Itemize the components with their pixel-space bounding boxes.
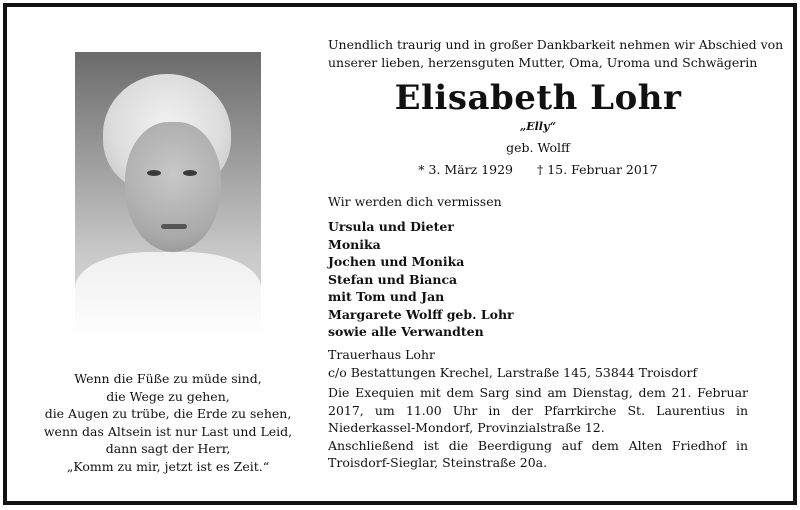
portrait-photo <box>75 52 261 342</box>
poem-line: die Wege zu gehen, <box>106 388 230 404</box>
intro-text <box>328 36 784 72</box>
miss-line: Wir werden dich vermissen <box>328 194 502 209</box>
portrait-eye-right <box>183 170 197 176</box>
intro-line: Unendlich traurig und in großer Dankbarkeit nehmen wir Abschied von <box>328 37 784 52</box>
service-paragraph: Anschließend ist die Beerdigung auf dem Alten Friedhof in Troisdorf-Sieglar, Steinstraße 20a. <box>328 437 748 470</box>
mourning-house-address <box>328 346 697 382</box>
mourner-entry: mit Tom und Jan <box>328 289 445 304</box>
life-dates <box>328 162 748 177</box>
mourner-entry: sowie alle Verwandten <box>328 324 484 339</box>
address-line: Trauerhaus Lohr <box>328 347 435 362</box>
mourner-entry: Jochen und Monika <box>328 254 465 269</box>
portrait-mouth <box>161 224 187 229</box>
mourner-entry: Ursula und Dieter <box>328 219 454 234</box>
service-details <box>328 384 748 472</box>
portrait-body <box>75 252 261 342</box>
address-line: c/o Bestattungen Krechel, Larstraße 145, 53844 Troisdorf <box>328 365 698 380</box>
portrait-eye-left <box>147 170 161 176</box>
poem-line: wenn das Altsein ist nur Last und Leid, <box>43 423 293 439</box>
intro-line: unserer lieben, herzensguten Mutter, Oma, Uroma und Schwägerin <box>328 55 758 70</box>
poem-line: „Komm zu mir, jetzt ist es Zeit.“ <box>66 458 270 474</box>
poem-line: Wenn die Füße zu müde sind, <box>74 371 262 386</box>
deceased-name: Elisabeth Lohr <box>394 78 682 118</box>
mourners-list <box>328 218 514 341</box>
birth-date: * 3. März 1929 <box>418 162 514 177</box>
poem-line: dann sagt der Herr, <box>105 441 231 456</box>
mourner-entry: Monika <box>328 236 381 252</box>
mourner-entry: Margarete Wolff geb. Lohr <box>328 306 514 322</box>
deceased-nickname: „Elly“ <box>519 120 557 133</box>
deceased-birth-name: geb. Wolff <box>506 140 570 155</box>
service-paragraph: Die Exequien mit dem Sarg sind am Dienstag, dem 21. Februar 2017, um 11.00 Uhr in der Pfarrkirche St. Laurentius in Niederkassel-Mondorf, Provinzialstraße 12. <box>328 385 748 435</box>
mourner-entry: Stefan und Bianca <box>328 271 458 287</box>
poem-line: die Augen zu trübe, die Erde zu sehen, <box>44 406 292 421</box>
portrait-face <box>125 122 221 252</box>
death-date: † 15. Februar 2017 <box>537 162 658 177</box>
poem <box>40 370 296 475</box>
